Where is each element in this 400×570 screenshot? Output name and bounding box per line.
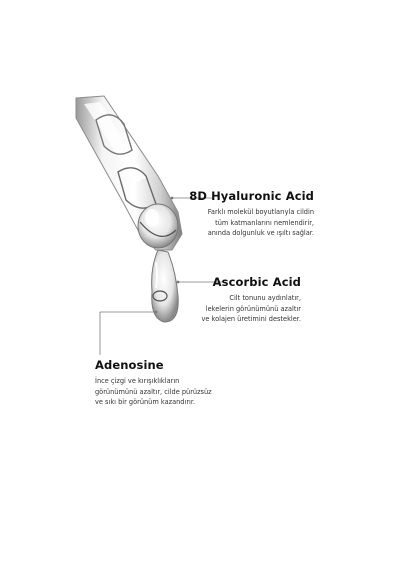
- callout-hyaluronic-acid: [164, 189, 314, 239]
- callout-title: 8D Hyaluronic Acid: [189, 189, 314, 203]
- desc-line: görünümünü azaltır, cilde pürüzsüz: [95, 387, 212, 396]
- desc-line: ve sıkı bir görünüm kazandırır.: [95, 398, 196, 406]
- callout-title: Adenosine: [95, 358, 164, 372]
- callout-description: [164, 207, 314, 239]
- desc-line: tüm katmanlarını nemlendirir,: [215, 218, 314, 227]
- desc-line: anında dolgunluk ve ışıltı sağlar.: [207, 229, 314, 237]
- callout-adenosine: [95, 358, 255, 408]
- desc-line: Farklı molekül boyutlarıyla cildin: [207, 208, 314, 216]
- desc-line: İnce çizgi ve kırışıklıkların: [95, 377, 180, 385]
- desc-line: Cilt tonunu aydınlatır,: [229, 294, 301, 302]
- callout-description: [151, 293, 301, 325]
- desc-line: ve kolajen üretimini destekler.: [201, 315, 301, 323]
- callout-description: [95, 376, 255, 408]
- callout-ascorbic-acid: [151, 275, 301, 325]
- callout-title: Ascorbic Acid: [212, 275, 301, 289]
- desc-line: lekelerin görünümünü azaltır: [205, 304, 301, 313]
